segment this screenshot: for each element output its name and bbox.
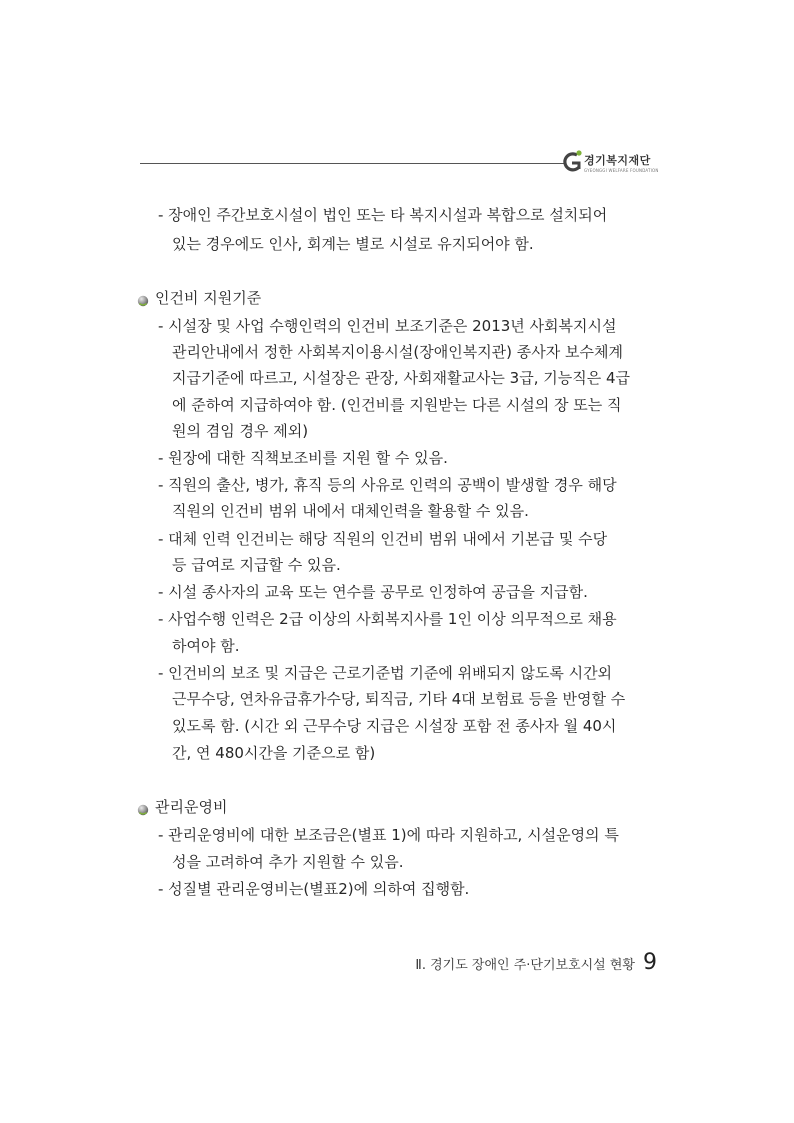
- item-line: 원의 겸임 경우 제외): [172, 422, 309, 440]
- item-line: - 대체 인력 인건비는 해당 직원의 인건비 범위 내에서 기본급 및 수당: [158, 530, 608, 548]
- item-line: 직원의 인건비 범위 내에서 대체인력을 활용할 수 있음.: [172, 502, 529, 520]
- item-line: - 시설 종사자의 교육 또는 연수를 공무로 인정하여 공급을 지급함.: [158, 583, 588, 601]
- header-rule: [140, 163, 564, 164]
- item-line: 지급기준에 따르고, 시설장은 관장, 사회재활교사는 3급, 기능직은 4급: [172, 369, 631, 387]
- foundation-logo: [562, 149, 658, 177]
- page-footer: [415, 950, 657, 975]
- item-line: 간, 연 480시간을 기준으로 함): [172, 744, 376, 762]
- item-line: 근무수당, 연차유급휴가수당, 퇴직금, 기타 4대 보험료 등을 반영할 수: [172, 690, 626, 708]
- intro-item-line: 있는 경우에도 인사, 회계는 별로 시설로 유지되어야 함.: [172, 235, 534, 253]
- section-heading: [137, 288, 261, 308]
- item-line: 있도록 함. (시간 외 근무수당 지급은 시설장 포함 전 종사자 월 40시: [172, 717, 617, 735]
- logo-subtitle: GYEONGGI WELFARE FOUNDATION: [584, 168, 659, 173]
- item-line: 성을 고려하여 추가 지원할 수 있음.: [172, 853, 404, 871]
- bullet-icon: [137, 292, 149, 304]
- item-line: - 성질별 관리운영비는(별표2)에 의하여 집행함.: [158, 880, 470, 898]
- intro-item-line: - 장애인 주간보호시설이 법인 또는 타 복지시설과 복합으로 설치되어: [158, 206, 608, 224]
- foundation-logo-icon: [562, 149, 584, 177]
- item-line: - 인건비의 보조 및 지급은 근로기준법 기준에 위배되지 않도록 시간외: [158, 664, 613, 682]
- page-number: 9: [643, 950, 657, 975]
- item-line: 에 준하여 지급하여야 함. (인건비를 지원받는 다른 시설의 장 또는 직: [172, 396, 622, 414]
- item-line: - 관리운영비에 대한 보조금은(별표 1)에 따라 지원하고, 시설운영의 특: [158, 826, 619, 844]
- logo-text: 경기복지재단: [584, 154, 651, 167]
- item-line: 관리안내에서 정한 사회복지이용시설(장애인복지관) 종사자 보수체계: [172, 343, 623, 361]
- item-line: - 직원의 출산, 병가, 휴직 등의 사유로 인력의 공백이 발생할 경우 해당: [158, 476, 617, 494]
- section-heading: [137, 797, 227, 817]
- item-line: 등 급여로 지급할 수 있음.: [172, 556, 341, 574]
- item-line: 하여야 함.: [172, 637, 240, 655]
- item-line: - 원장에 대한 직책보조비를 지원 할 수 있음.: [158, 449, 448, 467]
- item-line: - 시설장 및 사업 수행인력의 인건비 보조기준은 2013년 사회복지시설: [158, 317, 617, 335]
- section-heading-text: 인건비 지원기준: [155, 289, 262, 307]
- item-line: - 사업수행 인력은 2급 이상의 사회복지사를 1인 이상 의무적으로 채용: [158, 610, 617, 628]
- chapter-title: Ⅱ. 경기도 장애인 주·단기보호시설 현황: [415, 958, 635, 973]
- section-heading-text: 관리운영비: [155, 798, 228, 816]
- bullet-icon: [137, 801, 149, 813]
